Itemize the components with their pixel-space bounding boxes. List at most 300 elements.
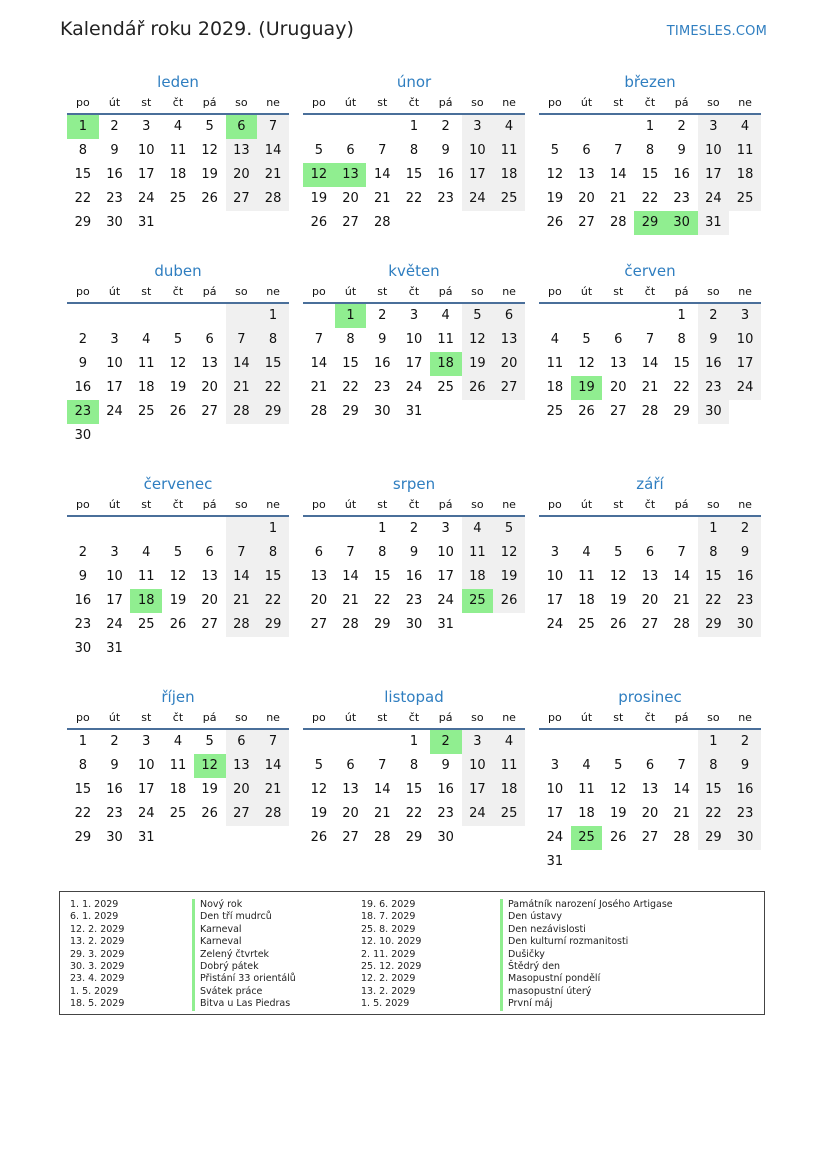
day-cell: 16 [405, 569, 423, 584]
weekday-label: po [75, 498, 90, 511]
weekday-label: út [344, 711, 357, 724]
day-cell: 18 [493, 778, 525, 802]
day-cell: 26 [609, 617, 627, 632]
day-cell: 14 [257, 754, 289, 778]
holiday-day: 25 [571, 826, 603, 850]
day-cell: 23 [437, 806, 454, 821]
day-cell: 20 [609, 380, 627, 395]
day-cell: 21 [342, 593, 359, 608]
day-cell: 15 [373, 569, 391, 584]
day-cell: 25 [578, 617, 595, 632]
day-cell: 31 [437, 617, 454, 632]
day-cell: 12 [310, 782, 328, 797]
day-cell: 21 [609, 191, 627, 206]
weekday-label: ne [502, 711, 516, 724]
day-cell: 1 [677, 308, 686, 323]
day-cell: 2 [110, 734, 119, 749]
holiday-day: 1 [335, 304, 367, 328]
empty-cell [99, 517, 131, 541]
weekday-label: út [108, 498, 121, 511]
day-cell: 5 [614, 758, 623, 773]
day-cell: 4 [582, 545, 591, 560]
day-cell: 17 [106, 593, 123, 608]
empty-cell [539, 304, 571, 328]
weekday-label: út [108, 711, 121, 724]
weekday-label: út [344, 498, 357, 511]
day-cell: 29 [698, 826, 730, 850]
empty-cell [194, 637, 226, 661]
empty-cell [493, 826, 525, 850]
day-cell: 17 [546, 806, 564, 821]
day-cell: 23 [106, 806, 123, 821]
day-cell: 14 [310, 356, 328, 371]
weekday-label: čt [172, 498, 184, 511]
day-cell: 22 [698, 589, 730, 613]
day-cell: 2 [409, 521, 419, 536]
day-cell: 23 [74, 617, 92, 632]
day-cell: 5 [173, 545, 183, 560]
empty-cell [571, 115, 603, 139]
day-cell: 30 [74, 641, 92, 656]
weekday-label: po [547, 96, 562, 109]
empty-cell [634, 730, 666, 754]
day-cell: 15 [641, 167, 659, 182]
month-8 [539, 473, 761, 637]
day-cell: 5 [205, 734, 214, 749]
day-cell: 30 [698, 400, 730, 424]
day-cell: 22 [257, 589, 289, 613]
day-cell: 15 [698, 778, 730, 802]
day-cell: 31 [106, 641, 123, 656]
empty-cell [634, 850, 666, 874]
day-cell: 11 [578, 782, 595, 797]
day-cell: 14 [342, 569, 359, 584]
day-cell: 18 [462, 565, 494, 589]
legend-names-left [192, 899, 296, 1011]
day-cell: 16 [106, 167, 123, 182]
day-cell: 14 [257, 139, 289, 163]
day-cell: 17 [546, 593, 564, 608]
day-cell: 26 [493, 589, 525, 613]
day-cell: 31 [405, 404, 423, 419]
day-cell: 23 [106, 191, 123, 206]
day-cell: 4 [173, 119, 183, 134]
weekday-label: po [75, 96, 90, 109]
legend-date: 1. 5. 2029 [361, 998, 410, 1010]
day-cell: 10 [137, 758, 155, 773]
day-cell: 13 [201, 569, 218, 584]
day-cell: 24 [729, 376, 761, 400]
day-cell: 22 [342, 380, 359, 395]
day-cell: 8 [78, 758, 87, 773]
day-cell: 5 [550, 143, 559, 158]
empty-cell [226, 304, 258, 328]
day-cell: 17 [137, 167, 155, 182]
empty-cell [666, 850, 698, 874]
holiday-day: 25 [462, 589, 494, 613]
day-cell: 7 [614, 143, 623, 158]
day-cell: 24 [546, 617, 564, 632]
empty-cell [430, 400, 462, 424]
day-cell: 21 [373, 191, 391, 206]
day-cell: 20 [342, 806, 359, 821]
day-cell: 5 [173, 332, 183, 347]
day-cell: 6 [645, 758, 655, 773]
day-cell: 23 [373, 380, 391, 395]
month-name: březen [624, 73, 676, 91]
day-cell: 18 [729, 163, 761, 187]
legend-holiday-name: masopustní úterý [500, 986, 673, 998]
day-cell: 16 [106, 782, 123, 797]
weekday-label: čt [172, 711, 184, 724]
day-cell: 14 [641, 356, 659, 371]
day-grid [539, 304, 761, 424]
day-cell: 24 [405, 380, 423, 395]
day-cell: 5 [462, 304, 494, 328]
weekday-label: ne [266, 711, 280, 724]
day-grid [67, 304, 289, 448]
day-cell: 18 [493, 163, 525, 187]
day-cell: 23 [437, 191, 454, 206]
empty-cell [130, 637, 162, 661]
empty-cell [194, 826, 226, 850]
day-cell: 4 [550, 332, 559, 347]
day-cell: 4 [173, 734, 183, 749]
day-cell: 15 [342, 356, 359, 371]
weekday-label: ne [738, 498, 752, 511]
day-cell: 16 [698, 352, 730, 376]
day-cell: 28 [257, 187, 289, 211]
empty-cell [257, 637, 289, 661]
weekday-label: st [141, 96, 152, 109]
day-cell: 6 [493, 304, 525, 328]
day-cell: 22 [74, 806, 92, 821]
empty-cell [226, 637, 258, 661]
weekday-label: so [707, 285, 720, 298]
day-cell: 3 [462, 730, 494, 754]
holiday-day: 30 [666, 211, 698, 235]
empty-cell [257, 424, 289, 448]
empty-cell [571, 730, 603, 754]
day-grid [67, 730, 289, 850]
day-cell: 13 [310, 569, 328, 584]
day-cell: 15 [74, 167, 92, 182]
month-0 [67, 71, 289, 235]
day-cell: 29 [74, 830, 92, 845]
day-cell: 26 [169, 617, 187, 632]
holiday-legend [59, 891, 765, 1015]
day-cell: 17 [137, 782, 155, 797]
weekday-label: pá [674, 96, 689, 109]
day-cell: 29 [405, 830, 423, 845]
weekday-label: st [377, 96, 388, 109]
legend-dates-right [361, 899, 421, 1011]
weekday-header [67, 495, 289, 517]
empty-cell [335, 517, 367, 541]
day-cell: 24 [137, 191, 155, 206]
day-cell: 5 [314, 143, 323, 158]
day-cell: 6 [205, 332, 214, 347]
day-cell: 21 [257, 163, 289, 187]
day-cell: 1 [409, 119, 419, 134]
day-cell: 15 [257, 352, 289, 376]
weekday-label: so [471, 285, 484, 298]
empty-cell [729, 850, 761, 874]
empty-cell [194, 304, 226, 328]
day-cell: 9 [441, 143, 450, 158]
weekday-label: st [613, 498, 624, 511]
day-cell: 13 [226, 139, 258, 163]
day-cell: 28 [673, 830, 690, 845]
month-6 [67, 473, 289, 661]
day-cell: 25 [493, 187, 525, 211]
day-cell: 2 [78, 545, 87, 560]
empty-cell [257, 211, 289, 235]
empty-cell [226, 517, 258, 541]
empty-cell [462, 826, 494, 850]
empty-cell [666, 517, 698, 541]
legend-holiday-name: Bitva u Las Piedras [192, 998, 296, 1010]
empty-cell [539, 115, 571, 139]
weekday-label: st [141, 711, 152, 724]
legend-holiday-name: Den ústavy [500, 911, 673, 923]
day-cell: 11 [729, 139, 761, 163]
day-cell: 4 [142, 545, 151, 560]
day-cell: 30 [74, 428, 92, 443]
legend-holiday-name: Dušičky [500, 949, 673, 961]
day-cell: 31 [698, 211, 730, 235]
day-cell: 20 [201, 593, 218, 608]
day-cell: 18 [169, 782, 187, 797]
weekday-header [67, 282, 289, 304]
day-cell: 22 [74, 191, 92, 206]
weekday-header [67, 93, 289, 115]
day-cell: 7 [677, 758, 686, 773]
weekday-label: po [311, 96, 326, 109]
day-cell: 16 [729, 565, 761, 589]
day-cell: 3 [142, 734, 151, 749]
weekday-header [67, 708, 289, 730]
weekday-label: po [547, 711, 562, 724]
day-cell: 27 [578, 215, 595, 230]
day-cell: 3 [729, 304, 761, 328]
empty-cell [398, 211, 430, 235]
empty-cell [602, 850, 634, 874]
weekday-label: pá [438, 96, 453, 109]
day-cell: 8 [409, 143, 419, 158]
holiday-day: 29 [634, 211, 666, 235]
weekday-label: pá [202, 96, 217, 109]
day-cell: 19 [462, 352, 494, 376]
day-cell: 4 [142, 332, 151, 347]
day-cell: 11 [493, 139, 525, 163]
day-cell: 15 [257, 565, 289, 589]
day-cell: 27 [493, 376, 525, 400]
day-cell: 4 [729, 115, 761, 139]
weekday-label: pá [202, 498, 217, 511]
day-cell: 12 [609, 782, 627, 797]
day-cell: 7 [226, 328, 258, 352]
month-2 [539, 71, 761, 235]
day-cell: 24 [462, 802, 494, 826]
day-cell: 1 [698, 517, 730, 541]
empty-cell [666, 730, 698, 754]
weekday-label: po [547, 498, 562, 511]
weekday-label: ne [266, 285, 280, 298]
day-cell: 30 [106, 215, 123, 230]
day-cell: 12 [462, 328, 494, 352]
day-grid [539, 730, 761, 874]
day-cell: 16 [373, 356, 391, 371]
day-cell: 27 [641, 617, 659, 632]
day-cell: 20 [226, 163, 258, 187]
day-cell: 25 [546, 404, 564, 419]
day-cell: 30 [373, 404, 391, 419]
day-cell: 8 [257, 328, 289, 352]
day-cell: 13 [641, 569, 659, 584]
weekday-label: čt [408, 498, 420, 511]
weekday-label: so [707, 96, 720, 109]
day-cell: 25 [437, 380, 454, 395]
legend-date: 23. 4. 2029 [70, 973, 125, 985]
day-cell: 9 [78, 356, 87, 371]
day-cell: 12 [169, 569, 187, 584]
day-cell: 22 [405, 191, 423, 206]
weekday-label: st [613, 711, 624, 724]
day-cell: 2 [441, 119, 450, 134]
weekday-label: st [613, 96, 624, 109]
day-cell: 2 [698, 304, 730, 328]
day-cell: 22 [257, 376, 289, 400]
empty-cell [303, 115, 335, 139]
day-cell: 13 [609, 356, 627, 371]
day-cell: 10 [106, 356, 123, 371]
day-cell: 8 [257, 541, 289, 565]
weekday-label: so [707, 498, 720, 511]
day-cell: 2 [378, 308, 387, 323]
day-cell: 2 [729, 517, 761, 541]
day-cell: 5 [614, 545, 623, 560]
legend-date: 30. 3. 2029 [70, 960, 125, 972]
day-cell: 22 [405, 806, 423, 821]
weekday-label: po [547, 285, 562, 298]
day-cell: 24 [698, 187, 730, 211]
day-cell: 29 [373, 617, 391, 632]
day-cell: 18 [578, 593, 595, 608]
day-cell: 12 [609, 569, 627, 584]
day-cell: 1 [698, 730, 730, 754]
empty-cell [226, 826, 258, 850]
empty-cell [67, 517, 99, 541]
weekday-label: čt [644, 96, 656, 109]
day-cell: 10 [546, 569, 564, 584]
weekday-header [539, 495, 761, 517]
weekday-label: ne [738, 96, 752, 109]
day-cell: 26 [609, 830, 627, 845]
weekday-header [303, 495, 525, 517]
day-cell: 13 [493, 328, 525, 352]
day-cell: 10 [137, 143, 155, 158]
day-cell: 11 [437, 332, 454, 347]
day-cell: 19 [493, 565, 525, 589]
day-cell: 27 [641, 830, 659, 845]
day-cell: 13 [226, 754, 258, 778]
day-cell: 19 [609, 593, 627, 608]
legend-holiday-name: Nový rok [192, 899, 296, 911]
weekday-label: ne [738, 285, 752, 298]
day-cell: 25 [169, 806, 187, 821]
weekday-label: pá [674, 498, 689, 511]
day-cell: 11 [462, 541, 494, 565]
weekday-label: út [580, 498, 593, 511]
day-cell: 24 [106, 404, 123, 419]
day-cell: 8 [698, 754, 730, 778]
weekday-label: čt [644, 285, 656, 298]
weekday-label: pá [202, 711, 217, 724]
day-cell: 16 [437, 782, 454, 797]
weekday-label: so [471, 96, 484, 109]
day-cell: 16 [673, 167, 690, 182]
legend-holiday-name: Památník narození Josého Artigase [500, 899, 673, 911]
day-cell: 27 [609, 404, 627, 419]
day-cell: 22 [673, 380, 690, 395]
month-name: leden [157, 73, 199, 91]
empty-cell [162, 826, 194, 850]
empty-cell [99, 304, 131, 328]
day-cell: 15 [405, 782, 423, 797]
day-cell: 9 [698, 328, 730, 352]
day-cell: 19 [169, 593, 187, 608]
day-cell: 28 [226, 613, 258, 637]
day-cell: 21 [641, 380, 659, 395]
empty-cell [493, 613, 525, 637]
day-cell: 27 [201, 404, 218, 419]
legend-date: 13. 2. 2029 [361, 985, 416, 997]
day-cell: 16 [74, 380, 92, 395]
day-cell: 7 [677, 545, 686, 560]
day-grid [539, 115, 761, 235]
day-cell: 14 [609, 167, 627, 182]
day-cell: 9 [677, 143, 686, 158]
day-cell: 13 [201, 356, 218, 371]
legend-date: 2. 11. 2029 [361, 948, 416, 960]
empty-cell [303, 730, 335, 754]
brand-link[interactable]: TIMESLES.COM [666, 24, 767, 39]
weekday-header [303, 93, 525, 115]
day-cell: 10 [729, 328, 761, 352]
day-cell: 6 [614, 332, 623, 347]
day-cell: 11 [578, 569, 595, 584]
day-cell: 22 [641, 191, 659, 206]
weekday-label: čt [408, 285, 420, 298]
day-cell: 3 [550, 545, 559, 560]
day-cell: 8 [645, 143, 655, 158]
day-cell: 29 [257, 613, 289, 637]
holiday-day: 12 [194, 754, 226, 778]
day-cell: 30 [437, 830, 454, 845]
month-5 [539, 260, 761, 424]
day-cell: 13 [578, 167, 595, 182]
month-name: únor [396, 73, 432, 91]
day-cell: 19 [310, 191, 328, 206]
day-cell: 25 [169, 191, 187, 206]
day-cell: 12 [493, 541, 525, 565]
weekday-label: po [311, 711, 326, 724]
day-cell: 15 [698, 565, 730, 589]
empty-cell [602, 115, 634, 139]
day-cell: 7 [257, 115, 289, 139]
day-cell: 20 [226, 778, 258, 802]
